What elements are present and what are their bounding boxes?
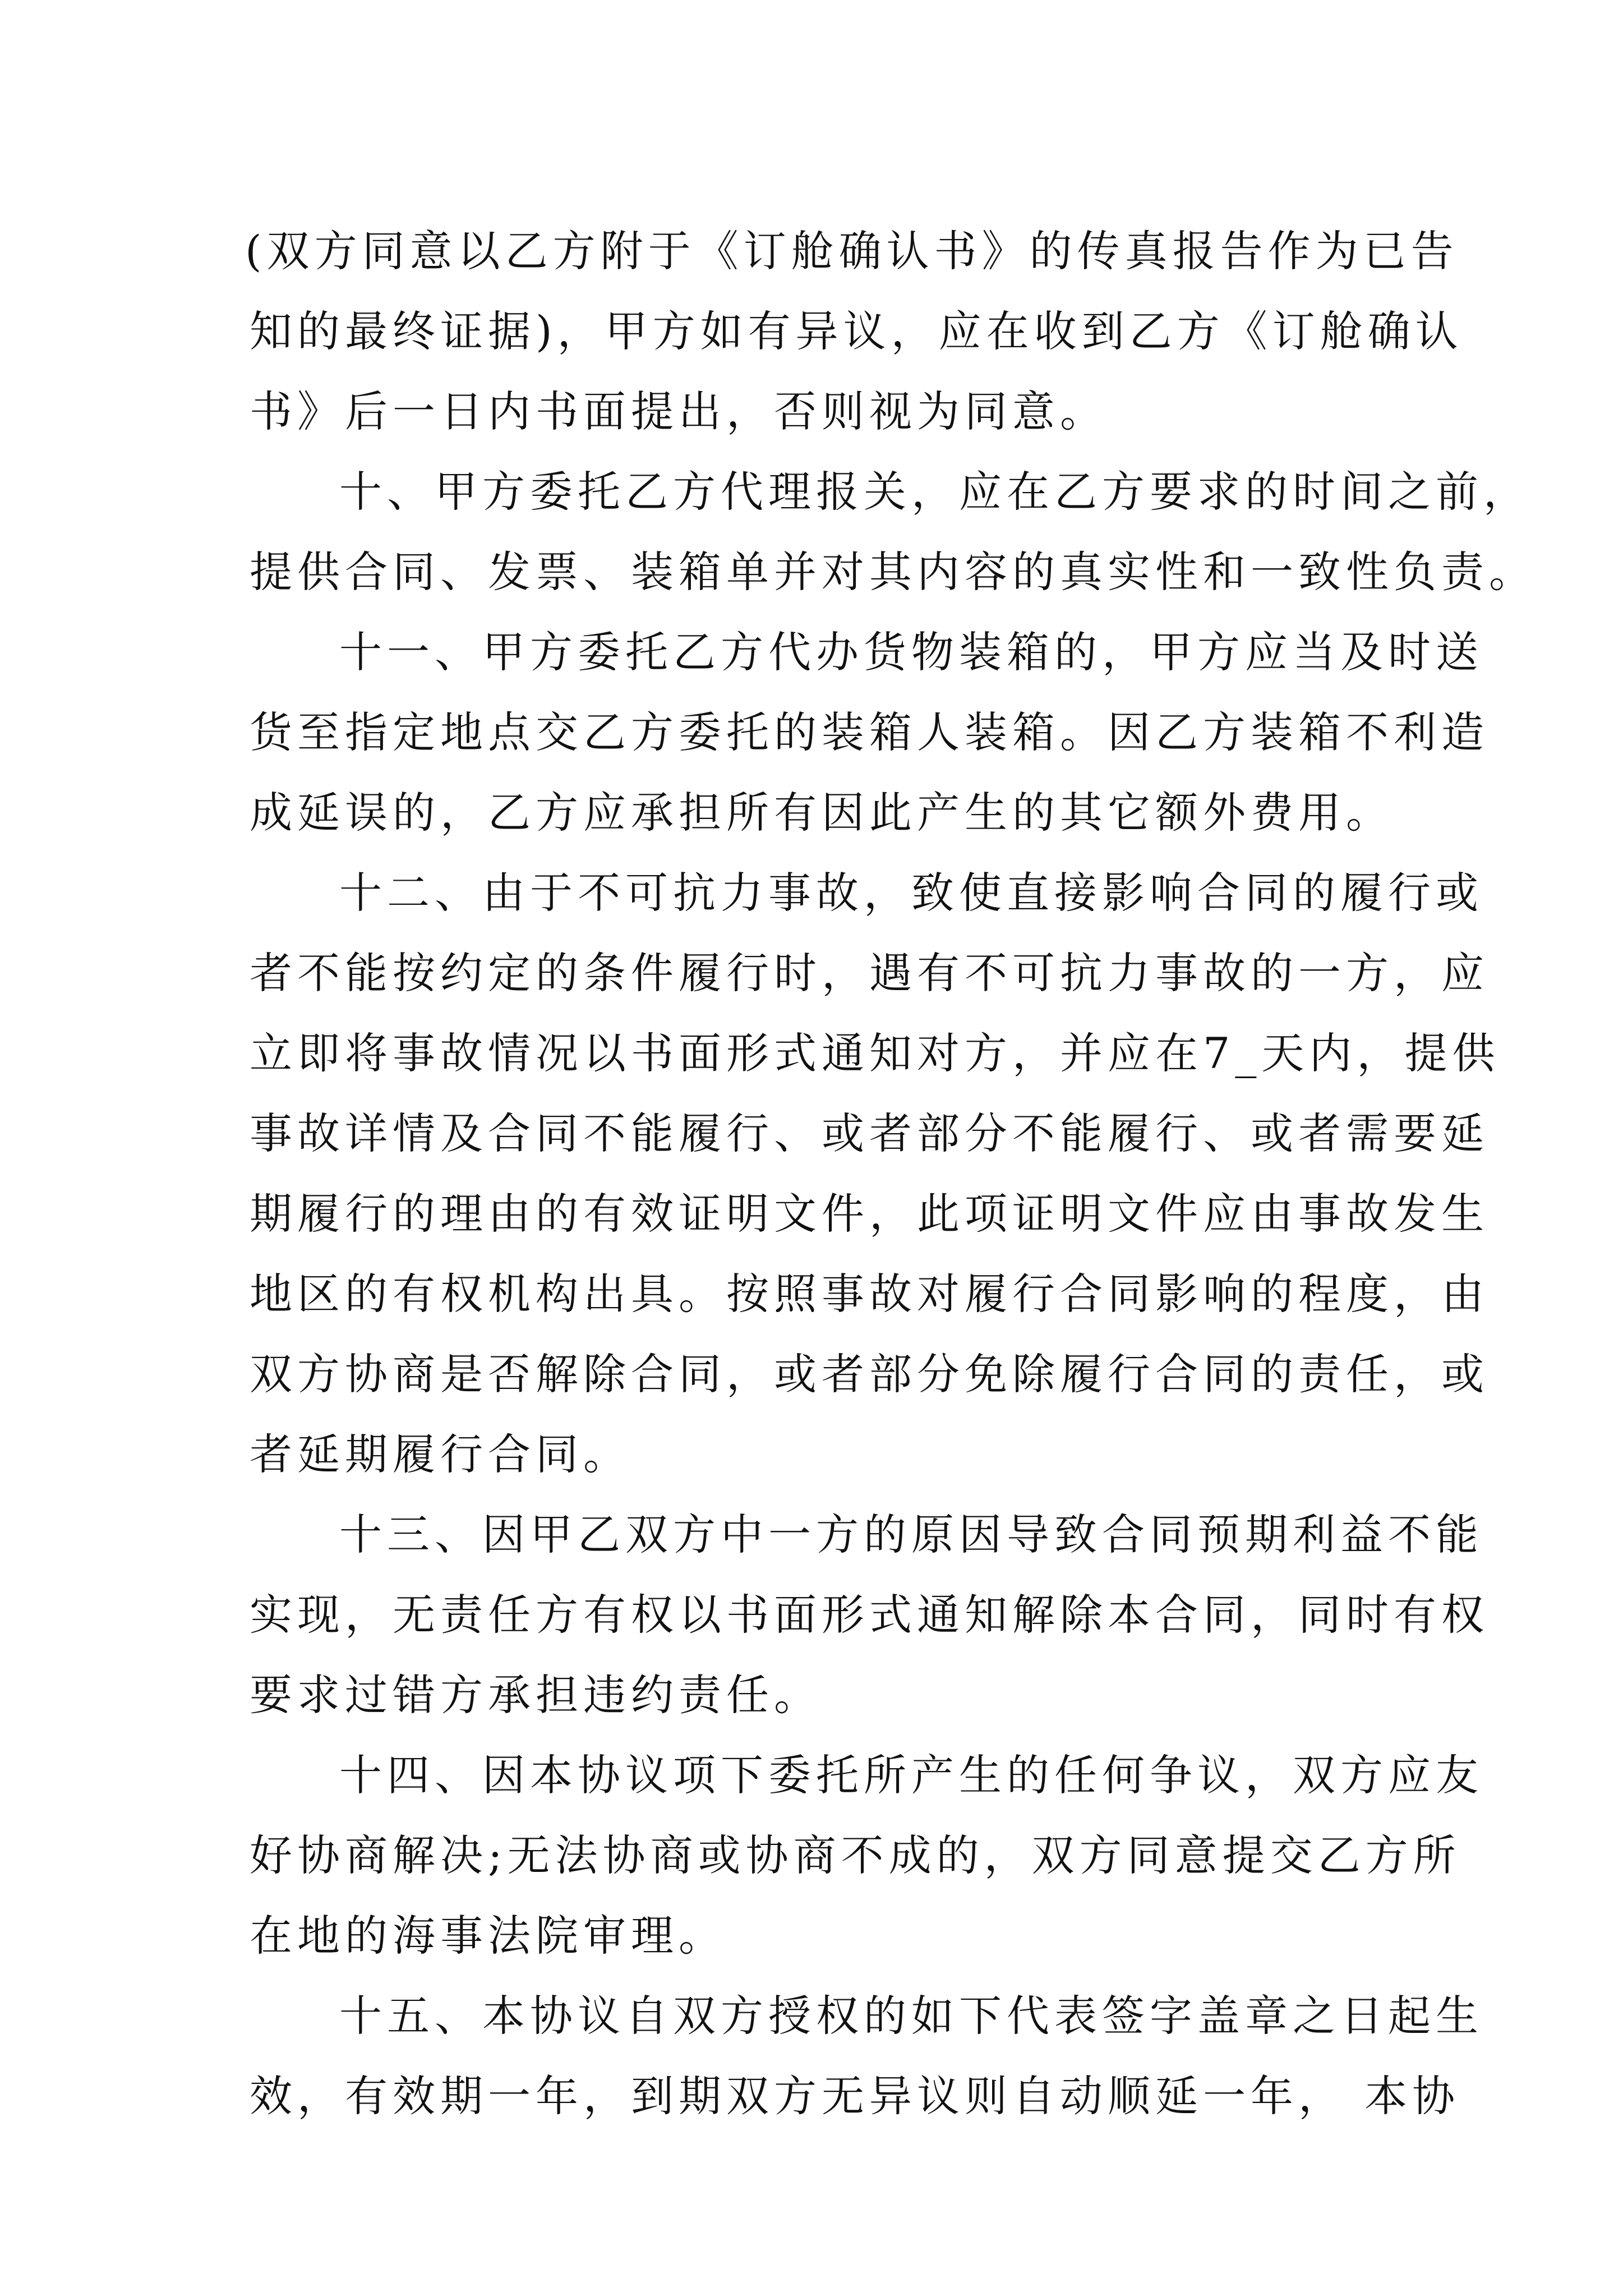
contract-body-text [245,211,1537,2136]
text-line: 成延误的，乙方应承担所有因此产生的其它额外费用。 [250,788,1394,838]
text-line: 书》后一日内书面提出，否则视为同意。 [250,386,1108,436]
text-line: 知的最终证据)，甲方如有异议，应在收到乙方《订舱确认 [250,306,1463,356]
clause-14-first-line: 十四、因本协议项下委托所产生的任何争议，双方应友 [339,1750,1483,1800]
clause-13-first-line: 十三、因甲乙双方中一方的原因导致合同预期利益不能 [339,1510,1483,1559]
text-line: 在地的海事法院审理。 [250,1911,726,1961]
text-line: 货至指定地点交乙方委托的装箱人装箱。因乙方装箱不利造 [250,707,1489,757]
text-line: 地区的有权机构出具。按照事故对履行合同影响的程度，由 [250,1269,1489,1319]
text-line: 好协商解决;无法协商或协商不成的，双方同意提交乙方所 [250,1830,1461,1880]
text-line: 者延期履行合同。 [250,1429,631,1479]
clause-15-first-line: 十五、本协议自双方授权的如下代表签字盖章之日起生 [339,1991,1483,2041]
text-line: 提供合同、发票、装箱单并对其内容的真实性和一致性负责。 [250,547,1537,597]
clause-11-first-line: 十一、甲方委托乙方代办货物装箱的，甲方应当及时送 [339,627,1483,677]
text-line: 双方协商是否解除合同，或者部分免除履行合同的责任，或 [250,1349,1489,1399]
text-line: 事故详情及合同不能履行、或者部分不能履行、或者需要延 [250,1108,1489,1158]
clause-12-first-line: 十二、由于不可抗力事故，致使直接影响合同的履行或 [339,868,1483,918]
text-line: (双方同意以乙方附于《订舱确认书》的传真报告作为已告 [245,226,1459,276]
text-line: 要求过错方承担违约责任。 [250,1670,822,1720]
clause-10-first-line: 十、甲方委托乙方代理报关，应在乙方要求的时间之前， [339,467,1531,517]
text-line: 立即将事故情况以书面形式通知对方，并应在7_天内，提供 [250,1028,1500,1078]
text-line: 效，有效期一年，到期双方无异议则自动顺延一年， 本协 [250,2071,1460,2121]
text-line: 者不能按约定的条件履行时，遇有不可抗力事故的一方，应 [250,948,1489,998]
text-line: 实现，无责任方有权以书面形式通知解除本合同，同时有权 [250,1590,1489,1640]
text-line: 期履行的理由的有效证明文件，此项证明文件应由事故发生 [250,1189,1489,1239]
